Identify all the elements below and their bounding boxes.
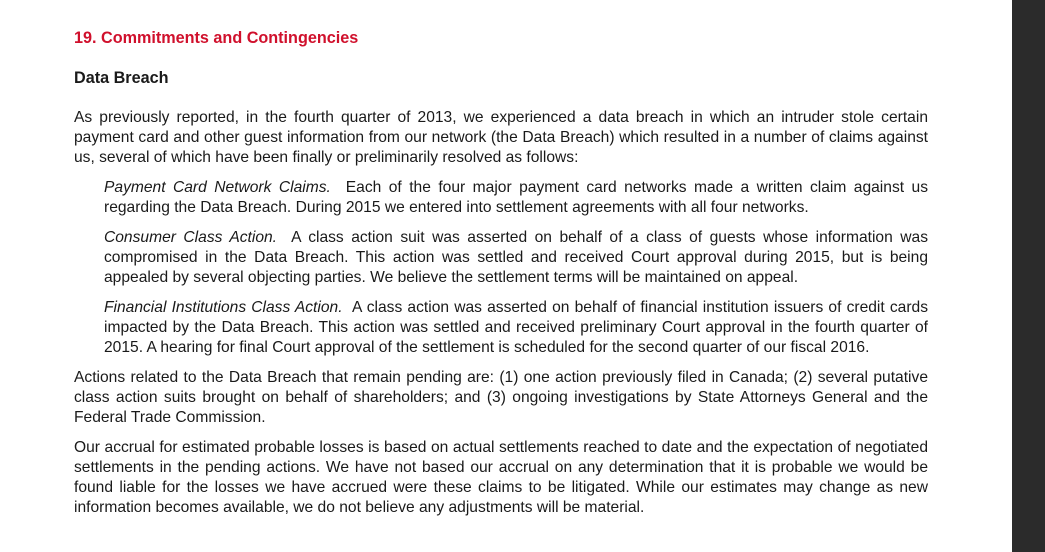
intro-paragraph: As previously reported, in the fourth quarter of 2013, we experienced a data breach in which an intruder stole certain payment card and other guest information from our network (the Data Breach) which resulted in a number of claims against us, several of which have been finally or preliminarily resolved as follows: bbox=[74, 109, 928, 166]
claim-consumer-class-action bbox=[104, 228, 928, 288]
claim-payment-card bbox=[104, 178, 928, 218]
claim-name: Financial Institutions Class Action. bbox=[104, 299, 343, 316]
document-content bbox=[74, 28, 928, 518]
claim-name: Payment Card Network Claims. bbox=[104, 179, 331, 196]
accrual-paragraph: Our accrual for estimated probable losses is based on actual settlements reached to date and the expectation of negotiated settlements in the pending actions. We have not based our accrual on any determination that it is probable we would be found liable for the losses we have accrued were these claims to be litigated. While our estimates may change as new information becomes available, we do not believe any adjustments will be material. bbox=[74, 439, 928, 516]
subsection-title: Data Breach bbox=[74, 69, 169, 87]
claim-text: A class action was asserted on behalf of financial institution issuers of credit cards impacted by the Data Breach. This action was settled and received preliminary Court approval in the fourth quarter of 2015. A hearing for final Court approval of the settlement is scheduled for the second quarter of our fiscal 2016. bbox=[104, 299, 929, 356]
claim-financial-institutions bbox=[104, 298, 928, 358]
section-title: 19. Commitments and Contingencies bbox=[74, 29, 359, 47]
claim-text: A class action suit was asserted on behalf of a class of guests whose information was compromised in the Data Breach. This action was settled and received Court approval during 2015, but is being appealed by several objecting parties. We believe the settlement terms will be maintained on appeal. bbox=[104, 229, 929, 286]
claim-text: Each of the four major payment card networks made a written claim against us regarding the Data Breach. During 2015 we entered into settlement agreements with all four networks. bbox=[104, 179, 928, 216]
claim-name: Consumer Class Action. bbox=[104, 229, 278, 246]
pending-actions-paragraph: Actions related to the Data Breach that remain pending are: (1) one action previously filed in Canada; (2) several putative class action suits brought on behalf of shareholders; and (3) ongoing investigations by State Attorneys General and the Federal Trade Commission. bbox=[74, 369, 928, 426]
vertical-scrollbar[interactable] bbox=[1012, 0, 1045, 552]
